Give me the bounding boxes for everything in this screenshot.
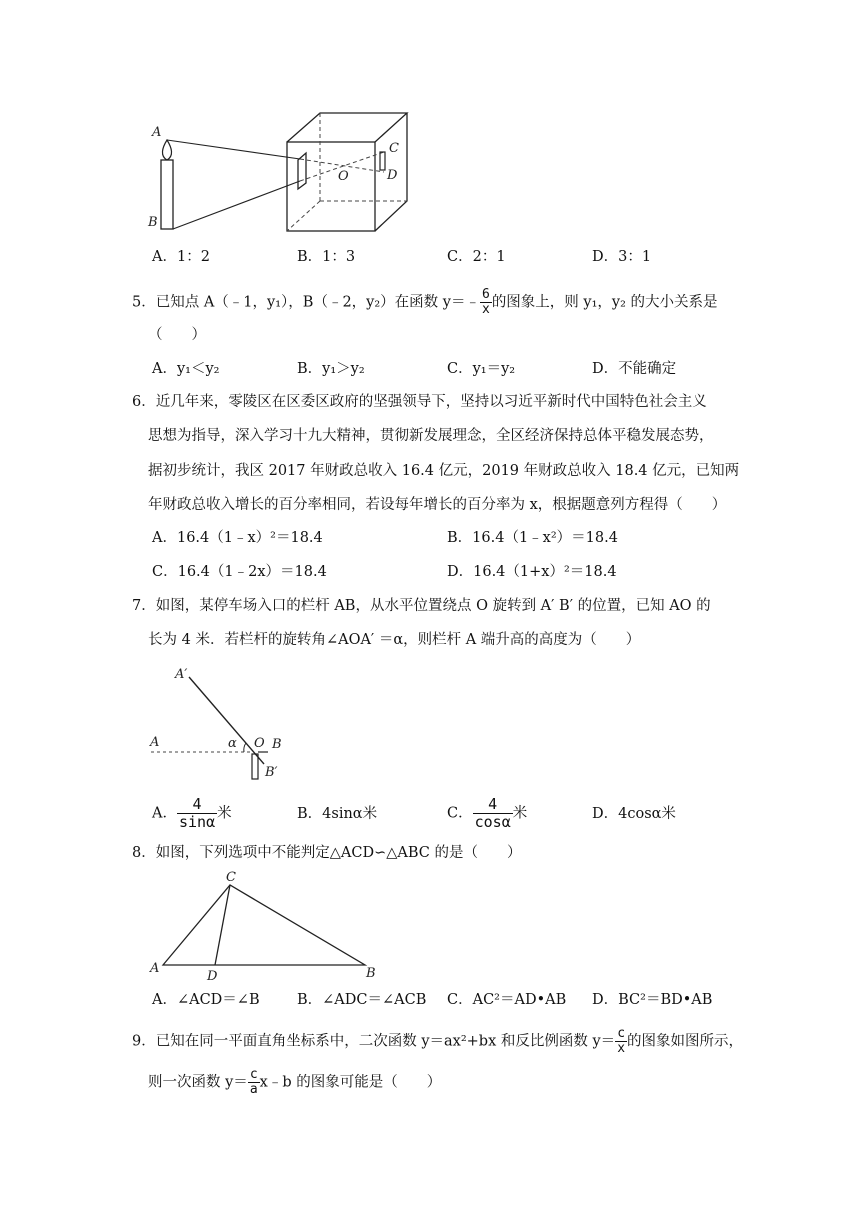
q9-line2-part1: 则一次函数 y＝ <box>148 1074 248 1091</box>
q8-label-A: A <box>150 961 160 976</box>
q5-fraction-numerator: 6 <box>481 287 490 302</box>
q7-label-B-prime: B′ <box>265 765 278 780</box>
q7-option-c-unit: 米 <box>512 805 528 822</box>
q9-line1-numerator: c <box>617 1026 626 1041</box>
q7-option-c-prefix: C． <box>447 805 473 822</box>
q7-option-d: D．4cosα米 <box>592 806 676 822</box>
q9-line2-part2: x﹣b 的图象可能是（ ） <box>259 1074 442 1091</box>
q9-line2-fraction <box>248 1068 260 1097</box>
q7-option-a-numerator: 4 <box>177 796 217 814</box>
q9-line1-fraction <box>615 1027 627 1056</box>
q7-label-A: A <box>150 735 160 750</box>
triangle-abc <box>163 885 365 965</box>
q9-stem-line1 <box>132 1027 743 1056</box>
q4-label-A: A <box>152 125 162 140</box>
q7-option-a-prefix: A． <box>152 805 177 822</box>
q8-stem: 8．如图，下列选项中不能判定△ACD∽△ABC 的是（ ） <box>132 845 522 861</box>
q5-answer-paren: （ ） <box>148 327 206 343</box>
q6-stem-line2: 思想为指导，深入学习十九大精神，贯彻新发展理念，全区经济保持总体平稳发展态势， <box>148 428 714 444</box>
q7-label-alpha: α <box>228 736 237 751</box>
q7-option-c-denominator: cosα <box>474 813 511 831</box>
q9-line1-part2: 的图象如图所示， <box>627 1033 744 1050</box>
q4-option-a: A．1：2 <box>152 249 210 265</box>
q6-option-b: B．16.4（1﹣x²）＝18.4 <box>447 530 618 546</box>
q4-label-D: D <box>387 168 398 183</box>
q4-label-O: O <box>338 169 349 184</box>
q7-option-a-denominator: sinα <box>178 813 216 831</box>
q9-line1-part1: 9．已知在同一平面直角坐标系中，二次函数 y＝ax²+bx 和反比例函数 y＝ <box>132 1033 616 1050</box>
q9-stem-line2 <box>148 1068 441 1097</box>
q7-option-b: B．4sinα米 <box>297 806 378 822</box>
q7-label-A-prime: A′ <box>175 667 188 682</box>
q6-stem-line1: 6．近几年来，零陵区在区委区政府的坚强领导下，坚持以习近平新时代中国特色社会主义 <box>132 394 707 410</box>
q6-option-c: C．16.4（1﹣2x）＝18.4 <box>152 564 327 580</box>
q5-fraction-denominator: x <box>481 302 490 317</box>
q5-option-d: D．不能确定 <box>592 361 677 377</box>
q7-option-c-numerator: 4 <box>473 796 513 814</box>
q8-label-B: B <box>366 966 376 981</box>
q5-option-a: A．y₁＜y₂ <box>152 361 220 377</box>
q5-option-c: C．y₁＝y₂ <box>447 361 516 377</box>
q9-line1-denominator: x <box>617 1041 626 1056</box>
q4-label-B: B <box>148 215 158 230</box>
q8-option-b: B．∠ADC＝∠ACB <box>297 992 427 1008</box>
q6-option-d: D．16.4（1+x）²＝18.4 <box>447 564 617 580</box>
q9-line2-numerator: c <box>249 1067 258 1082</box>
q6-option-a: A．16.4（1﹣x）²＝18.4 <box>152 530 323 546</box>
q8-option-c: C．AC²＝AD•AB <box>447 992 567 1008</box>
q5-option-b: B．y₁＞y₂ <box>297 361 365 377</box>
q8-option-d: D．BC²＝BD•AB <box>592 992 713 1008</box>
q7-label-O: O <box>254 736 265 751</box>
q4-label-C: C <box>389 141 399 156</box>
q4-option-b: B．1：3 <box>297 249 356 265</box>
q8-option-a: A．∠ACD＝∠B <box>152 992 260 1008</box>
q4-option-d: D．3：1 <box>592 249 652 265</box>
q8-label-C: C <box>226 870 236 885</box>
q4-option-c: C．2：1 <box>447 249 506 265</box>
q7-stem-line2: 长为 4 米．若栏杆的旋转角∠AOA′ ＝α，则栏杆 A 端升高的高度为（ ） <box>148 632 641 648</box>
q7-stem-line1: 7．如图，某停车场入口的栏杆 AB，从水平位置绕点 O 旋转到 A′ B′ 的位置，已知 AO 的 <box>132 598 711 614</box>
q5-stem-part2: 的图象上，则 y₁，y₂ 的大小关系是 <box>491 294 718 311</box>
q7-label-B: B <box>272 737 282 752</box>
q5-stem-part1: 5．已知点 A（﹣1，y₁），B（﹣2，y₂）在函数 y＝﹣ <box>132 294 480 311</box>
q7-option-a-unit: 米 <box>217 805 232 822</box>
q8-label-D: D <box>207 969 218 984</box>
q9-line2-denominator: a <box>249 1082 258 1097</box>
q6-stem-line3: 据初步统计，我区 2017 年财政总收入 16.4 亿元，2019 年财政总收入 18.4 亿元，已知两 <box>148 463 740 479</box>
segment-cd <box>215 885 230 965</box>
q6-stem-line4: 年财政总收入增长的百分率相同，若设每年增长的百分率为 x，根据题意列方程得（ ） <box>148 497 727 513</box>
